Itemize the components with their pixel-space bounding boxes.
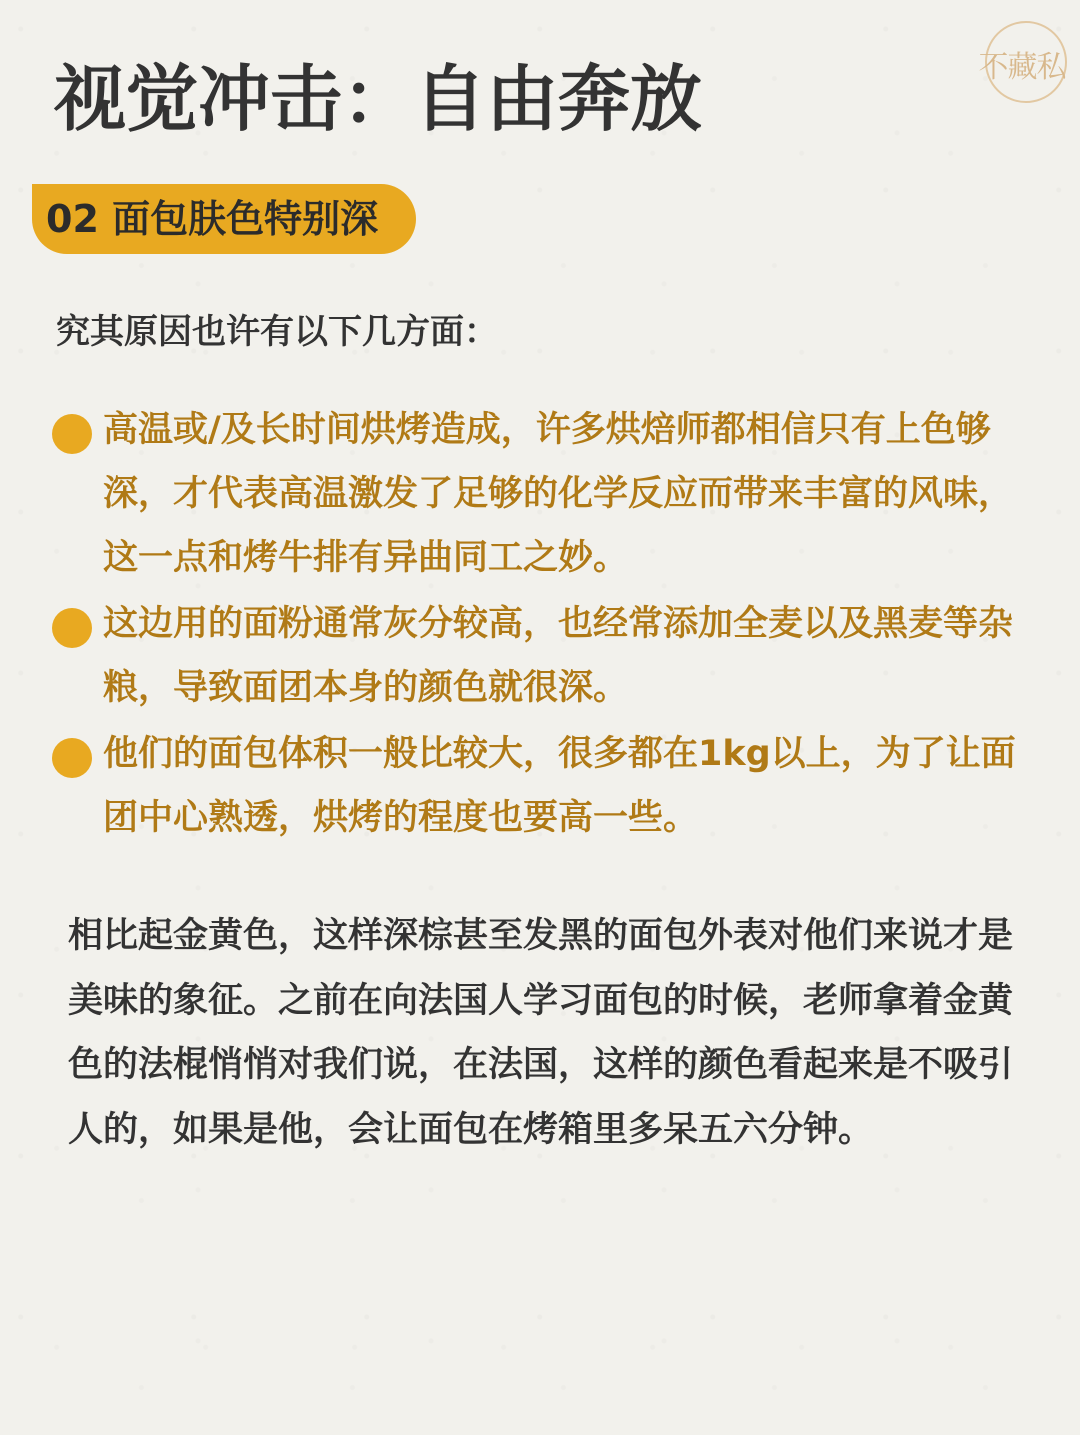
body-paragraph: 相比起金黄色，这样深棕甚至发黑的面包外表对他们来说才是美味的象征。之前在向法国人学习面包的时候，老师拿着金黄色的法棍悄悄对我们说，在法国，这样的颜色看起来是不吸引人的，如果是他，会让面包在烤箱里多呆五六分钟。 — [68, 916, 1014, 1150]
list-item — [0, 592, 1080, 720]
section-badge-label: 02 面包肤色特别深 — [46, 197, 379, 241]
reason-list — [0, 398, 1080, 852]
bullet-dot-icon — [52, 414, 92, 454]
list-item — [0, 722, 1080, 850]
page-title: 视觉冲击：自由奔放 — [54, 57, 703, 141]
intro-text: 究其原因也许有以下几方面： — [56, 312, 498, 352]
list-item-text: 高温或/及长时间烘烤造成，许多烘焙师都相信只有上色够深，才代表高温激发了足够的化学反应而带来丰富的风味，这一点和烤牛排有异曲同工之妙。 — [103, 410, 1014, 578]
bullet-dot-icon — [52, 608, 92, 648]
list-item — [0, 398, 1080, 590]
logo-text: 不藏私 — [978, 50, 1066, 85]
list-item-text: 这边用的面粉通常灰分较高，也经常添加全麦以及黑麦等杂粮，导致面团本身的颜色就很深。 — [103, 604, 1014, 708]
section-badge — [32, 184, 416, 254]
brand-logo — [968, 16, 1076, 108]
list-item-text: 他们的面包体积一般比较大，很多都在1kg以上，为了让面团中心熟透，烘烤的程度也要高一些。 — [103, 734, 1016, 838]
bullet-dot-icon — [52, 738, 92, 778]
